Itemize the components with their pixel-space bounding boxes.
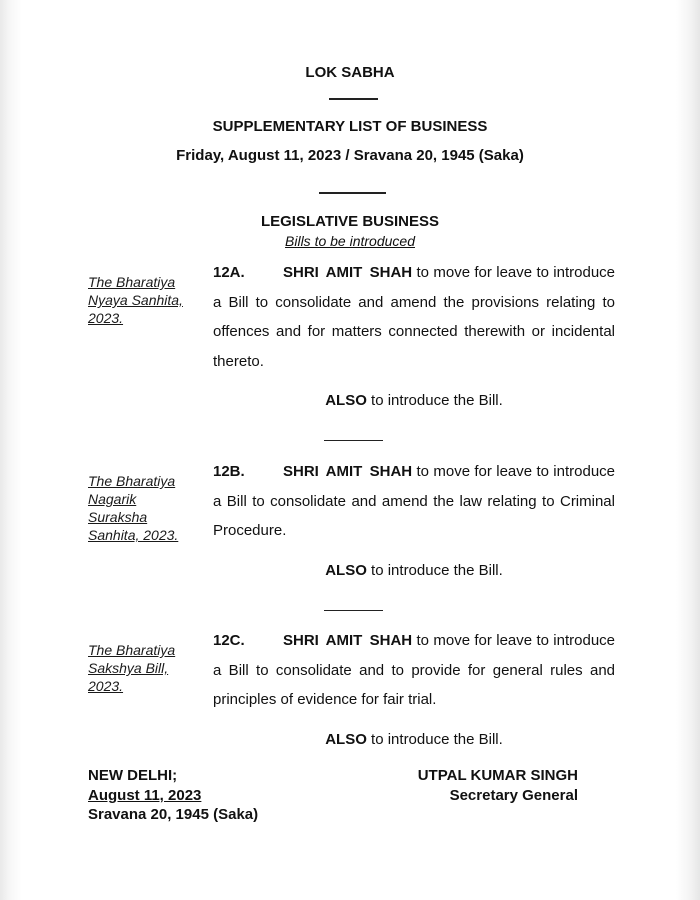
- margin-line: The Bharatiya: [88, 642, 176, 658]
- margin-note-12b: [88, 472, 200, 544]
- also-label: ALSO: [325, 392, 367, 409]
- also-label: ALSO: [325, 562, 367, 579]
- also-text: to introduce the Bill.: [371, 392, 503, 409]
- item-number: 12B.: [213, 463, 245, 480]
- footer-saka-date: Sravana 20, 1945 (Saka): [88, 806, 259, 823]
- margin-line: Suraksha: [88, 509, 148, 525]
- item-text: to move for leave to introduce a Bill to consolidate and to provide for general rules and principles of evidence for fair trial.: [213, 632, 616, 708]
- signatory-title: Secretary General: [449, 786, 578, 804]
- item-12c: [213, 626, 615, 715]
- footer-place: NEW DELHI;: [88, 767, 178, 784]
- list-title: SUPPLEMENTARY LIST OF BUSINESS: [212, 118, 488, 135]
- margin-line: Nyaya Sanhita,: [88, 292, 183, 308]
- item-person: SHRI AMIT SHAH: [283, 463, 413, 480]
- also-line-12c: [213, 731, 615, 748]
- section-heading: LEGISLATIVE BUSINESS: [260, 213, 440, 230]
- item-12b: [213, 457, 615, 546]
- date-line: Friday, August 11, 2023 / Sravana 20, 1945 (Saka): [176, 147, 524, 164]
- also-line-12b: [213, 562, 615, 579]
- footer-place-date: [88, 766, 258, 825]
- item-number: 12A.: [213, 264, 245, 281]
- margin-line: Sakshya Bill,: [88, 660, 169, 676]
- house-title: LOK SABHA: [305, 64, 395, 81]
- margin-line: 2023.: [88, 310, 124, 326]
- also-text: to introduce the Bill.: [371, 562, 503, 579]
- item-person: SHRI AMIT SHAH: [283, 632, 413, 649]
- section-subheading: Bills to be introduced: [285, 233, 415, 249]
- margin-note-12a: [88, 273, 200, 327]
- footer-signatory: [418, 766, 578, 805]
- also-line-12a: [213, 392, 615, 409]
- margin-line: 2023.: [88, 678, 124, 694]
- also-label: ALSO: [325, 731, 367, 748]
- date-divider: [319, 192, 386, 194]
- item-number: 12C.: [213, 632, 245, 649]
- item-text: to move for leave to introduce a Bill to consolidate and amend the provisions relating to offences and for matters connected therewith or incidental thereto.: [213, 264, 616, 370]
- item-text: to move for leave to introduce a Bill to consolidate and amend the law relating to Criminal Procedure.: [213, 463, 616, 539]
- margin-note-12c: [88, 641, 200, 695]
- item-12a: [213, 258, 615, 376]
- item-person: SHRI AMIT SHAH: [283, 264, 413, 281]
- footer-date: August 11, 2023: [88, 786, 202, 804]
- margin-line: Sanhita, 2023.: [88, 527, 179, 543]
- also-text: to introduce the Bill.: [371, 731, 503, 748]
- margin-line: The Bharatiya: [88, 473, 176, 489]
- item-separator: [324, 440, 383, 441]
- item-separator: [324, 610, 383, 611]
- margin-line: The Bharatiya: [88, 274, 176, 290]
- margin-line: Nagarik: [88, 491, 137, 507]
- title-divider: [329, 98, 378, 100]
- signatory-name: UTPAL KUMAR SINGH: [417, 767, 578, 784]
